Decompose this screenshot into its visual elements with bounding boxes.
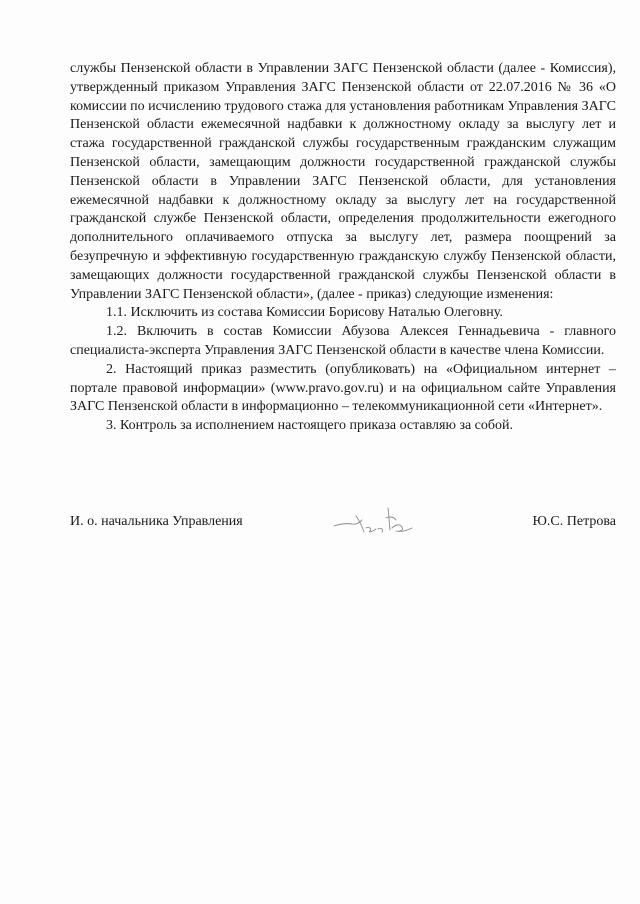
handwritten-signature-icon: [326, 502, 426, 542]
signature-block: [70, 512, 616, 540]
item-2: 2. Настоящий приказ разместить (опубликовать) на «Официальном интернет – портале правовой информации» (www.pravo.gov.ru) и на официальном сайте Управления ЗАГС Пензенской области в информационно – телекоммуникационной сети «Интернет».: [70, 361, 616, 415]
intro-paragraph: службы Пензенской области в Управлении ЗАГС Пензенской области (далее - Комиссия), утвержденный приказом Управления ЗАГС Пензенской области от 22.07.2016 № 36 «О комиссии по исчислению трудового стажа для установления работникам Управления ЗАГС Пензенской области ежемесячной надбавки к должностному окладу за выслугу лет и стажа государственной гражданской службы государственным гражданским служащим Пензенской области, замещающим должности государственной гражданской службы Пензенской области в Управлении ЗАГС Пензенской области, для установления ежемесячной надбавки к должностному окладу за выслугу лет на государственной гражданской службе Пензенской области, определения продолжительности ежегодного дополнительного оплачиваемого отпуска за выслугу лет, размера поощрений за безупречную и эффективную государственную гражданскую службу Пензенской области, замещающих должности государственной гражданской службы Пензенской области в Управлении ЗАГС Пензенской области», (далее - приказ) следующие изменения:: [70, 61, 616, 302]
item-1-1: 1.1. Исключить из состава Комиссии Борисову Наталью Олеговну.: [106, 305, 503, 321]
item-1-2: 1.2. Включить в состав Комиссии Абузова Алексея Геннадьевича - главного специалиста-эксперта Управления ЗАГС Пензенской области в качестве члена Комиссии.: [70, 324, 616, 358]
item-3: 3. Контроль за исполнением настоящего приказа оставляю за собой.: [106, 418, 514, 434]
signatory-name: Ю.С. Петрова: [532, 514, 616, 529]
signatory-position: И. о. начальника Управления: [70, 514, 243, 529]
document-body: [70, 60, 616, 436]
